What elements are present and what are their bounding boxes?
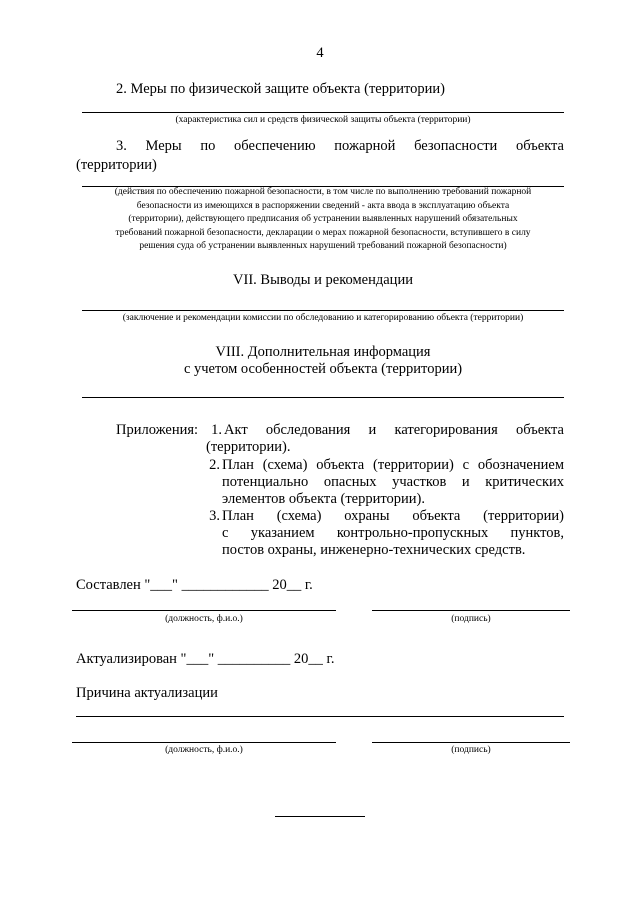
update-reason-label: Причина актуализации xyxy=(76,685,218,701)
section-7-caption: (заключение и рекомендации комиссии по обследованию и категорированию объекта (территории) xyxy=(122,313,524,323)
section-2-heading: 2. Меры по физической защите объекта (территории) xyxy=(116,81,445,97)
appendix-number: 3. xyxy=(209,508,220,524)
appendix-line: элементов объекта (территории). xyxy=(222,491,425,507)
appendix-line: (территории). xyxy=(206,439,291,455)
section-3-caption-line: безопасности из имеющихся в распоряжении сведений - акта ввода в эксплуатацию объекта xyxy=(136,200,510,211)
closing-divider xyxy=(275,816,365,817)
appendix-number: 1. xyxy=(211,422,222,438)
section-3-caption-line: требований пожарной безопасности, декларации о мерах пожарной безопасности, вступившего в силу xyxy=(115,227,531,238)
section-3-caption-line: (действия по обеспечению пожарной безопасности, в том числе по выполнению требований пожарной xyxy=(114,187,532,197)
update-reason-line xyxy=(76,716,564,717)
appendices-label: Приложения: xyxy=(116,422,199,438)
compiled-signature-caption: (подпись) xyxy=(451,614,491,624)
section-8-heading-line1: VIII. Дополнительная информация xyxy=(215,344,431,360)
section-8-line xyxy=(82,397,564,398)
section-3-caption-line: решения суда об устранении выявленных нарушений требований пожарной безопасности) xyxy=(139,241,507,251)
appendix-line: Акт обследования и категорирования объекта xyxy=(224,422,564,438)
section-3-heading-line1: 3. Меры по обеспечению пожарной безопасности объекта xyxy=(116,138,564,154)
compiled-date-line: Составлен "___" ____________ 20__ г. xyxy=(76,577,313,593)
compiled-position-line xyxy=(72,610,336,611)
section-2-caption: (характеристика сил и средств физической защиты объекта (территории) xyxy=(175,115,471,125)
appendix-line: постов охраны, инженерно-технических средств. xyxy=(222,542,526,558)
compiled-signature-line xyxy=(372,610,570,611)
section-3-caption-line: (территории), действующего предписания об устранении выявленных нарушений обязательных xyxy=(128,214,518,224)
page-number: 4 xyxy=(316,45,324,61)
appendix-number: 2. xyxy=(209,457,220,473)
section-3-caption xyxy=(82,186,564,254)
updated-date-line: Актуализирован "___" __________ 20__ г. xyxy=(76,651,335,667)
section-3-heading-line2: (территории) xyxy=(76,157,157,173)
appendix-line: План (схема) охраны объекта (территории) xyxy=(222,508,564,524)
appendix-line: План (схема) объекта (территории) с обозначением xyxy=(222,457,564,473)
appendix-line: потенциально опасных участков и критических xyxy=(222,474,564,490)
updated-signature-caption: (подпись) xyxy=(451,745,491,755)
section-8-heading-line2: с учетом особенностей объекта (территории) xyxy=(183,361,463,377)
updated-position-caption: (должность, ф.и.о.) xyxy=(165,745,243,755)
compiled-position-caption: (должность, ф.и.о.) xyxy=(165,614,243,624)
section-7-heading: VII. Выводы и рекомендации xyxy=(233,272,413,288)
appendix-line: с указанием контрольно-пропускных пунктов, xyxy=(222,525,564,541)
